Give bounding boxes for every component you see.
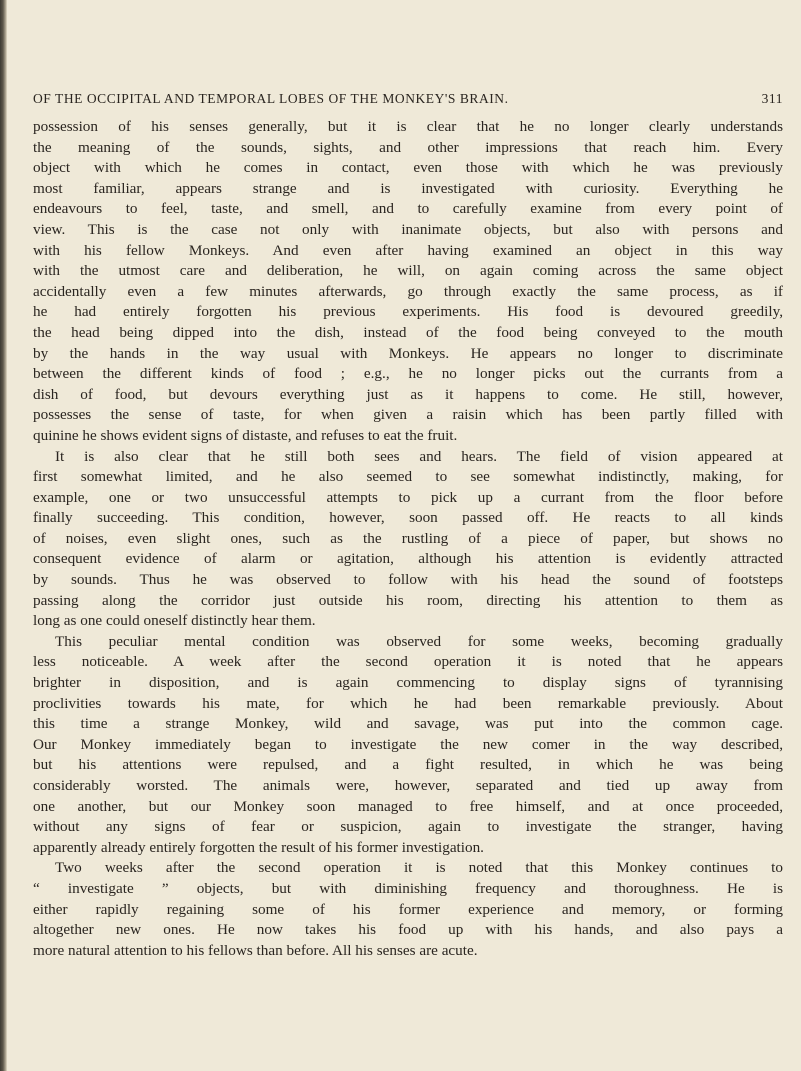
text-line: with his fellow Monkeys. And even after having examined an object in this way (33, 241, 783, 259)
page-number: 311 (761, 91, 783, 106)
body-text (33, 117, 783, 961)
text-line: he had entirely forgotten his previous experiments. His food is devoured greedily, (33, 303, 783, 321)
text-line: this time a strange Monkey, wild and savage, was put into the common cage. (33, 715, 783, 733)
text-line: long as one could oneself distinctly hear them. (33, 612, 316, 630)
text-line: apparently already entirely forgotten the result of his former investigation. (33, 838, 484, 856)
book-page (33, 0, 783, 1071)
text-line: endeavours to feel, taste, and smell, and to carefully examine from every point of (33, 200, 783, 218)
text-line: altogether new ones. He now takes his food up with his hands, and also pays a (33, 921, 783, 939)
text-line: the head being dipped into the dish, instead of the food being conveyed to the mouth (33, 323, 783, 341)
text-line: first somewhat limited, and he also seemed to see somewhat indistinctly, making, for (33, 468, 783, 486)
text-line: view. This is the case not only with inanimate objects, but also with persons and (33, 220, 783, 238)
text-line: either rapidly regaining some of his former experience and memory, or forming (33, 900, 783, 918)
text-line: less noticeable. A week after the second operation it is noted that he appears (33, 653, 783, 671)
text-line: but his attentions were repulsed, and a fight resulted, in which he was being (33, 756, 783, 774)
text-line: possession of his senses generally, but it is clear that he no longer clearly understands (33, 118, 783, 135)
text-line: finally succeeding. This condition, however, soon passed off. He reacts to all kinds (33, 509, 783, 527)
text-line: the meaning of the sounds, sights, and other impressions that reach him. Every (33, 138, 783, 156)
text-line: between the different kinds of food ; e.g., he no longer picks out the currants from a (33, 365, 783, 383)
text-line: example, one or two unsuccessful attempts to pick up a currant from the floor before (33, 488, 783, 506)
running-head (33, 91, 783, 111)
text-line: Our Monkey immediately began to investigate the new comer in the way described, (33, 735, 783, 753)
text-line: possesses the sense of taste, for when given a raisin which has been partly filled with (33, 406, 783, 424)
text-line: most familiar, appears strange and is investigated with curiosity. Everything he (33, 179, 783, 197)
book-spine-shadow (0, 0, 7, 1071)
text-line: This peculiar mental condition was observed for some weeks, becoming gradually (55, 632, 783, 650)
text-line: by the hands in the way usual with Monkeys. He appears no longer to discriminate (33, 344, 783, 362)
running-title: OF THE OCCIPITAL AND TEMPORAL LOBES OF THE MONKEY'S BRAIN. (33, 91, 509, 106)
text-line: proclivities towards his mate, for which he had been remarkable previously. About (33, 694, 783, 712)
text-line: consequent evidence of alarm or agitation, although his attention is evidently attracted (33, 550, 783, 568)
text-line: brighter in disposition, and is again commencing to display signs of tyrannising (33, 674, 783, 692)
text-line: Two weeks after the second operation it is noted that this Monkey continues to (55, 859, 783, 877)
text-line: quinine he shows evident signs of distaste, and refuses to eat the fruit. (33, 426, 458, 444)
text-line: without any signs of fear or suspicion, again to investigate the stranger, having (33, 818, 783, 836)
text-line: more natural attention to his fellows than before. All his senses are acute. (33, 941, 478, 959)
text-line: of noises, even slight ones, such as the rustling of a piece of paper, but shows no (33, 529, 783, 547)
text-line: It is also clear that he still both sees and hears. The field of vision appeared at (55, 447, 783, 465)
text-line: one another, but our Monkey soon managed to free himself, and at once proceeded, (33, 797, 783, 815)
text-line: dish of food, but devours everything just as it happens to come. He still, however, (33, 385, 783, 403)
text-line: object with which he comes in contact, even those with which he was previously (33, 159, 783, 177)
text-line: with the utmost care and deliberation, he will, on again coming across the same object (33, 262, 783, 280)
text-line: “ investigate ” objects, but with diminishing frequency and thoroughness. He is (33, 879, 783, 897)
text-line: by sounds. Thus he was observed to follow with his head the sound of footsteps (33, 571, 783, 589)
text-line: accidentally even a few minutes afterwards, go through exactly the same process, as if (33, 282, 783, 300)
text-line: passing along the corridor just outside his room, directing his attention to them as (33, 591, 783, 609)
text-line: considerably worsted. The animals were, however, separated and tied up away from (33, 777, 783, 794)
